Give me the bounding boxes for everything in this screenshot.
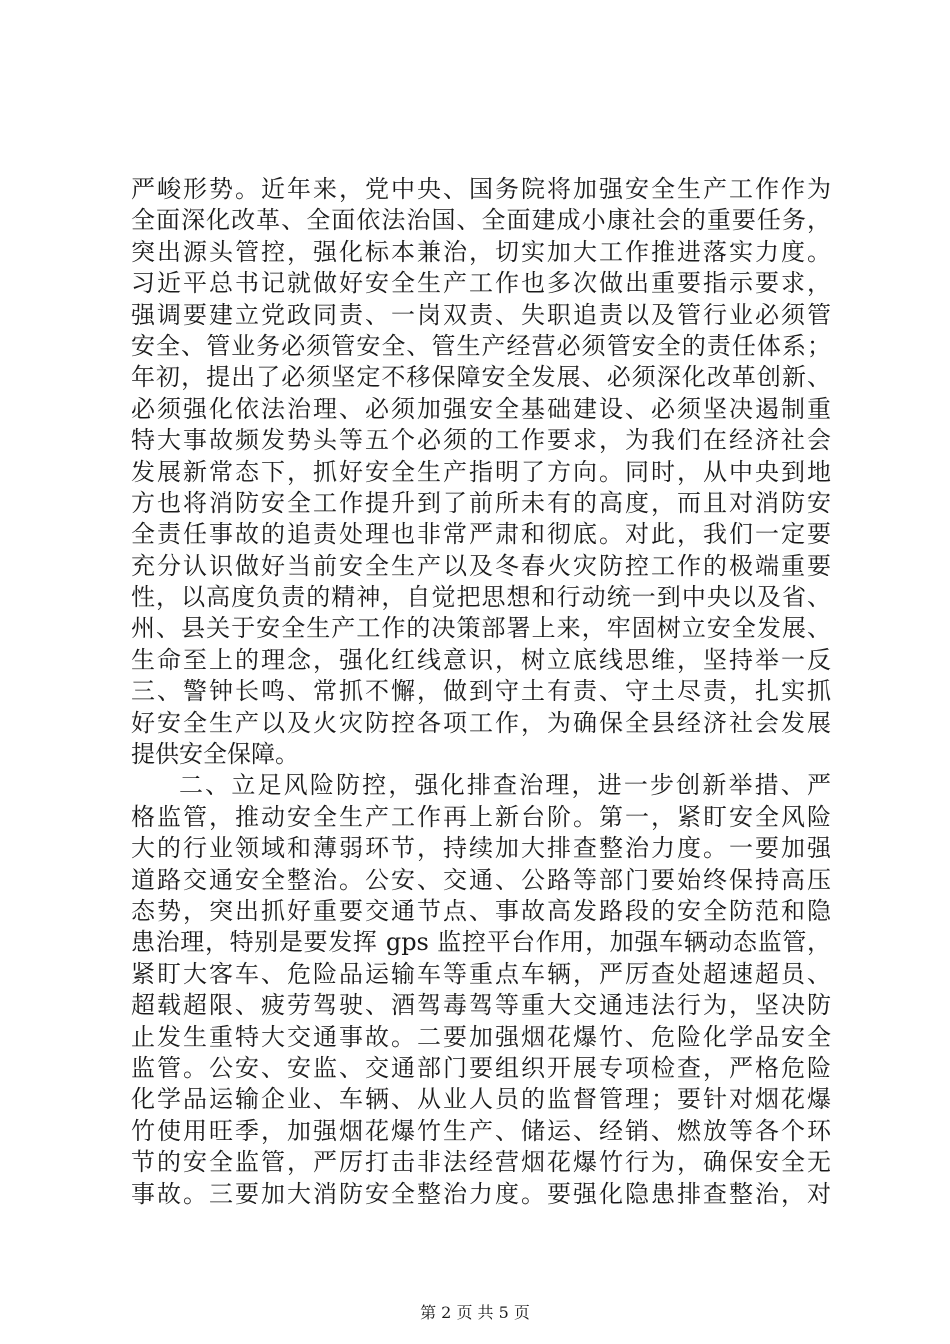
text-line: 州、县关于安全生产工作的决策部署上来，牢固树立安全发展、 (131, 614, 831, 643)
text-line: 态势，突出抓好重要交通节点、事故高发路段的安全防范和隐 (131, 896, 831, 925)
text-line: 化学品运输企业、车辆、从业人员的监督管理；要针对烟花爆 (131, 1085, 831, 1114)
text-line: 方也将消防安全工作提升到了前所未有的高度，而且对消防安 (131, 488, 831, 517)
text-line: 大的行业领域和薄弱环节，持续加大排查整治力度。一要加强 (131, 834, 831, 863)
text-line: 强调要建立党政同责、一岗双责、失职追责以及管行业必须管 (131, 300, 831, 329)
text-line: 年初，提出了必须坚定不移保障安全发展、必须深化改革创新、 (131, 363, 831, 392)
text-line: 必须强化依法治理、必须加强安全基础建设、必须坚决遏制重 (131, 394, 831, 423)
section-heading-line: 二、立足风险防控，强化排查治理，进一步创新举措、严 (179, 771, 831, 800)
text-line: 紧盯大客车、危险品运输车等重点车辆，严厉查处超速超员、 (131, 959, 831, 988)
text-line: 全面深化改革、全面依法治国、全面建成小康社会的重要任务， (131, 206, 831, 235)
text-line: 习近平总书记就做好安全生产工作也多次做出重要指示要求， (131, 269, 831, 298)
text-line: 特大事故频发势头等五个必须的工作要求，为我们在经济社会 (131, 426, 831, 455)
text-line: 三、警钟长鸣、常抓不懈，做到守土有责、守土尽责，扎实抓 (131, 677, 831, 706)
paragraph-end-line: 提供安全保障。 (131, 740, 299, 769)
text-line: 竹使用旺季，加强烟花爆竹生产、储运、经销、燃放等各个环 (131, 1116, 831, 1145)
text-line: 事故。三要加大消防安全整治力度。要强化隐患排查整治，对 (131, 1179, 831, 1208)
text-line: 监管。公安、安监、交通部门要组织开展专项检查，严格危险 (131, 1053, 831, 1082)
text-line: 好安全生产以及火灾防控各项工作，为确保全县经济社会发展 (131, 708, 831, 737)
text-line: 道路交通安全整治。公安、交通、公路等部门要始终保持高压 (131, 865, 831, 894)
text-line: 充分认识做好当前安全生产以及冬春火灾防控工作的极端重要 (131, 551, 831, 580)
document-body (131, 174, 831, 1210)
text-line: 发展新常态下，抓好安全生产指明了方向。同时，从中央到地 (131, 457, 831, 486)
text-line: 格监管，推动安全生产工作再上新台阶。第一，紧盯安全风险 (131, 802, 831, 831)
page-number-footer: 第 2 页 共 5 页 (420, 1303, 530, 1322)
text-line: 止发生重特大交通事故。二要加强烟花爆竹、危险化学品安全 (131, 1022, 831, 1051)
text-line: 突出源头管控，强化标本兼治，切实加大工作推进落实力度。 (131, 237, 831, 266)
text-line: 性，以高度负责的精神，自觉把思想和行动统一到中央以及省、 (131, 583, 831, 612)
text-line: 严峻形势。近年来，党中央、国务院将加强安全生产工作作为 (131, 175, 831, 203)
text-line: 节的安全监管，严厉打击非法经营烟花爆竹行为，确保安全无 (131, 1148, 831, 1177)
text-line: 患治理，特别是要发挥 gps 监控平台作用，加强车辆动态监管， (131, 928, 831, 957)
text-line: 生命至上的理念，强化红线意识，树立底线思维，坚持举一反 (131, 645, 831, 674)
text-line: 超载超限、疲劳驾驶、酒驾毒驾等重大交通违法行为，坚决防 (131, 991, 831, 1020)
text-line: 全责任事故的追责处理也非常严肃和彻底。对此，我们一定要 (131, 520, 831, 549)
text-line: 安全、管业务必须管安全、管生产经营必须管安全的责任体系； (131, 331, 831, 360)
